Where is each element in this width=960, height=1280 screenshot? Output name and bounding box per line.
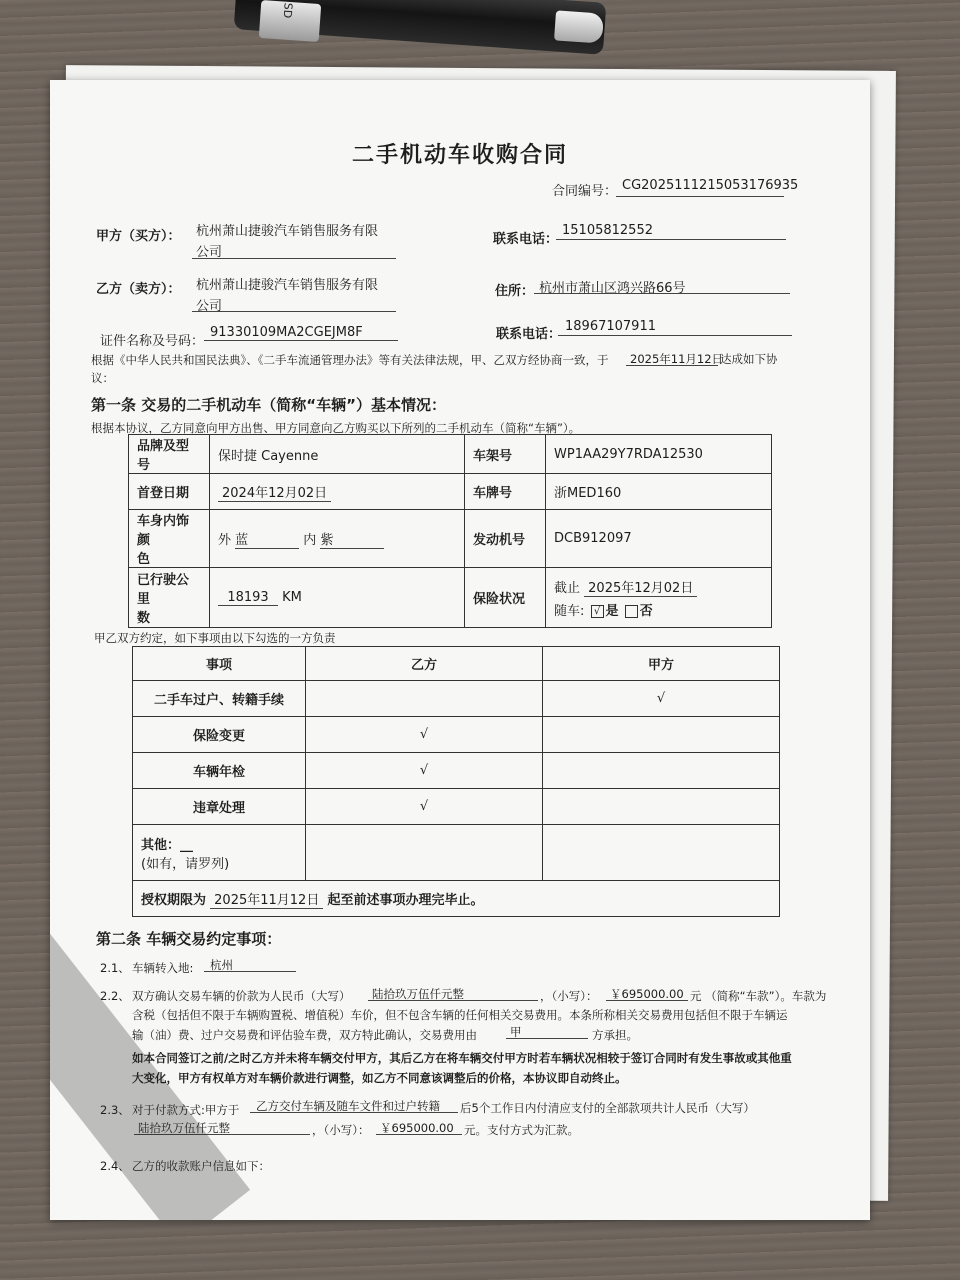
clause-2-1-value: 杭州 xyxy=(210,958,233,972)
vehicle-info-table xyxy=(128,434,772,628)
clause-2-1-number: 2.1、 xyxy=(100,961,130,975)
mileage-cell xyxy=(210,568,465,628)
resp-row-party-b-mark[interactable]: √ xyxy=(306,717,543,753)
resp-other-label: 其他：__ xyxy=(141,837,194,853)
party-a-underline xyxy=(192,258,396,259)
plate-label: 车牌号 xyxy=(465,474,546,510)
clause-2-2-line3: 输（油）费、过户交易费和评估验车费，双方特此确认，交易费用由 xyxy=(132,1028,477,1042)
vin-value: WP1AA29Y7RDA12530 xyxy=(546,435,772,474)
responsibility-table xyxy=(132,646,780,917)
party-b-phone-underline xyxy=(558,335,792,336)
party-a-phone: 15105812552 xyxy=(562,223,653,238)
color-label: 车身内饰颜 xyxy=(137,514,190,548)
party-b-address: 杭州市萧山区鸿兴路66号 xyxy=(539,281,686,296)
clause-2-2-payer: 甲 xyxy=(510,1025,522,1039)
clause-2-2-text-c: 元 （简称“车款”）。车款为 xyxy=(690,989,827,1003)
vin-label: 车架号 xyxy=(465,435,546,474)
preamble: 根据《中华人民共和国民法典》、《二手车流通管理办法》等有关法律法规，甲、乙双方经协商一致，于 xyxy=(91,353,609,367)
party-a-phone-label: 联系电话： xyxy=(493,232,559,247)
party-b-name-line2: 公司 xyxy=(196,299,223,314)
auth-period-cell xyxy=(133,881,780,917)
color-int-prefix: 内 xyxy=(303,532,317,548)
preamble-cont: 达成如下协 xyxy=(720,352,778,366)
contract-number-underline xyxy=(616,196,784,197)
resp-other-cell xyxy=(133,825,306,881)
party-a-phone-underline xyxy=(556,239,786,240)
plate-value: 浙MED160 xyxy=(546,474,772,510)
contract-number-label: 合同编号： xyxy=(552,184,618,199)
clause-2-2-amount-cn: 陆拾玖万伍仟元整 xyxy=(372,987,464,1001)
party-b-label: 乙方（卖方）： xyxy=(96,282,181,297)
clause-2-2-bold-line2: 大变化，甲方有权单方对车辆价款进行调整，如乙方不同意该调整后的价格，本协议即自动终止。 xyxy=(132,1071,627,1085)
clause-2-4-number: 2.4、 xyxy=(100,1159,130,1173)
resp-row-party-b-mark[interactable]: √ xyxy=(306,753,543,789)
contract-number: CG2025111215053176935 xyxy=(622,178,799,193)
insurance-with-car-label: 随车: xyxy=(554,603,585,619)
engine-label: 发动机号 xyxy=(465,510,546,568)
party-b-address-label: 住所： xyxy=(495,284,535,299)
party-b-phone-label: 联系电话： xyxy=(496,327,562,342)
reg-date-label: 首登日期 xyxy=(129,474,210,510)
resp-header-item: 事项 xyxy=(133,647,306,681)
mileage-label-line2: 数 xyxy=(137,611,151,626)
clause-2-2-number: 2.2、 xyxy=(100,989,130,1003)
resp-row-party-a-mark[interactable] xyxy=(543,717,780,753)
brand-label: 品牌及型号 xyxy=(129,435,210,474)
preamble-date: 2025年11月12日 xyxy=(630,352,724,366)
clause-2-2-text: 双方确认交易车辆的价款为人民币（大写） xyxy=(132,989,351,1003)
clause-2-2-amount-underline xyxy=(606,1000,688,1001)
clause-2-3-text: 对于付款方式:甲方于 xyxy=(132,1103,240,1117)
article2-title: 第二条 车辆交易约定事项： xyxy=(96,930,282,948)
id-underline xyxy=(204,340,398,341)
clause-2-1-text: 车辆转入地: xyxy=(132,961,194,975)
preamble-end: 议： xyxy=(91,371,114,385)
brand-value: 保时捷 Cayenne xyxy=(210,435,465,474)
auth-prefix: 授权期限为 xyxy=(141,893,207,908)
id-label: 证件名称及号码： xyxy=(100,334,205,349)
party-a-label: 甲方（买方）： xyxy=(96,229,181,244)
clause-2-2-line2: 含税（包括但不限于车辆购置税、增值税）车价，但不包含车辆的任何相关交易费用。本条所称相关交易费用包括但不限于车辆运 xyxy=(132,1008,788,1022)
pen-tip xyxy=(554,10,604,43)
resp-header-party-b: 乙方 xyxy=(306,647,543,681)
pen-label: SD xyxy=(280,2,295,19)
contract-title: 二手机动车收购合同 xyxy=(351,143,568,168)
insurance-yes-label: 是 xyxy=(605,603,619,619)
clause-2-2-amount: ￥695000.00 xyxy=(610,987,684,1001)
color-ext-value: 蓝 xyxy=(235,529,299,549)
clause-2-3-text-d: 元。支付方式为汇款。 xyxy=(464,1123,579,1137)
resp-row-item: 保险变更 xyxy=(133,717,306,753)
resp-row-party-a-mark[interactable] xyxy=(543,753,780,789)
clause-2-3-text-c: ，（小写）： xyxy=(312,1123,370,1137)
id-value: 91330109MA2CGEJM8F xyxy=(210,325,363,340)
clause-2-3-condition-underline xyxy=(250,1112,458,1113)
auth-suffix: 起至前述事项办理完毕止。 xyxy=(327,893,484,908)
party-a-name-line2: 公司 xyxy=(196,245,223,260)
mileage-label: 已行驶公里 xyxy=(137,573,190,607)
resp-row-party-b-mark[interactable] xyxy=(306,681,543,717)
resp-row-item: 违章处理 xyxy=(133,789,306,825)
color-ext-prefix: 外 xyxy=(218,532,232,548)
color-value-cell xyxy=(210,510,465,568)
resp-row-party-b-mark[interactable]: √ xyxy=(306,789,543,825)
party-b-name: 杭州萧山捷骏汽车销售服务有限 xyxy=(196,278,379,293)
party-a-name: 杭州萧山捷骏汽车销售服务有限 xyxy=(196,224,379,239)
resp-other-party-a[interactable] xyxy=(543,825,780,881)
clause-2-3-amount-cn: 陆拾玖万伍仟元整 xyxy=(138,1121,230,1135)
reg-date-value: 2024年12月02日 xyxy=(218,486,331,502)
insurance-yes-checkbox[interactable]: √ xyxy=(591,605,604,618)
resp-row-party-a-mark[interactable]: √ xyxy=(543,681,780,717)
insurance-label: 保险状况 xyxy=(465,568,546,628)
clause-2-2-line3-end: 方承担。 xyxy=(592,1028,638,1042)
clause-2-2-amount-cn-underline xyxy=(368,1000,538,1001)
reg-date-cell xyxy=(210,474,465,510)
preamble-date-underline xyxy=(626,365,718,366)
color-label-cell xyxy=(129,510,210,568)
clause-2-3-amount-cn-underline xyxy=(134,1134,310,1135)
clause-2-1-underline xyxy=(204,971,296,972)
clause-2-3-condition: 乙方交付车辆及随车文件和过户转籍 xyxy=(256,1099,440,1113)
clause-2-2-bold-line1: 如本合同签订之前/之时乙方并未将车辆交付甲方，其后乙方在将车辆交付甲方时若车辆状况相较于签订合同时有发生事故或其他重 xyxy=(132,1051,792,1065)
insurance-until-prefix: 截止 xyxy=(554,580,581,596)
contract-page xyxy=(50,80,870,1220)
mileage-unit: KM xyxy=(282,589,302,605)
resp-row-item: 车辆年检 xyxy=(133,753,306,789)
clause-2-3-text-b: 后5个工作日内付清应支付的全部款项共计人民币（大写） xyxy=(460,1101,755,1115)
insurance-no-label: 否 xyxy=(639,603,653,619)
resp-row-party-a-mark[interactable] xyxy=(543,789,780,825)
party-b-address-underline xyxy=(534,293,790,294)
resp-header-party-a: 甲方 xyxy=(543,647,780,681)
auth-date: 2025年11月12日 xyxy=(210,893,323,909)
resp-other-note: (如有，请罗列) xyxy=(141,856,230,872)
clause-2-4-text: 乙方的收款账户信息如下： xyxy=(132,1159,270,1173)
clause-2-3-amount: ￥695000.00 xyxy=(380,1121,454,1135)
engine-value: DCB912097 xyxy=(546,510,772,568)
resp-other-party-b[interactable] xyxy=(306,825,543,881)
resp-row-item: 二手车过户、转籍手续 xyxy=(133,681,306,717)
article1-intro: 根据本协议，乙方同意向甲方出售、甲方同意向乙方购买以下所列的二手机动车（简称“车辆”）。 xyxy=(91,421,581,435)
party-b-underline xyxy=(192,311,396,312)
mileage-value: 18193 xyxy=(218,590,278,606)
insurance-until: 2025年12月02日 xyxy=(584,581,697,597)
insurance-cell xyxy=(546,568,772,628)
insurance-no-checkbox[interactable] xyxy=(625,605,638,618)
party-b-phone: 18967107911 xyxy=(565,319,656,334)
color-label-line2: 色 xyxy=(137,552,151,567)
mileage-label-cell xyxy=(129,568,210,628)
color-int-value: 紫 xyxy=(320,529,384,549)
clause-2-2-text-b: ，（小写）： xyxy=(540,989,598,1003)
clause-2-2-payer-underline xyxy=(506,1038,588,1039)
clause-2-3-number: 2.3、 xyxy=(100,1103,130,1117)
article1-title: 第一条 交易的二手机动车（简称“车辆”）基本情况： xyxy=(91,396,446,414)
responsibility-intro: 甲乙双方约定，如下事项由以下勾选的一方负责 xyxy=(94,631,336,645)
clause-2-3-amount-underline xyxy=(376,1134,462,1135)
